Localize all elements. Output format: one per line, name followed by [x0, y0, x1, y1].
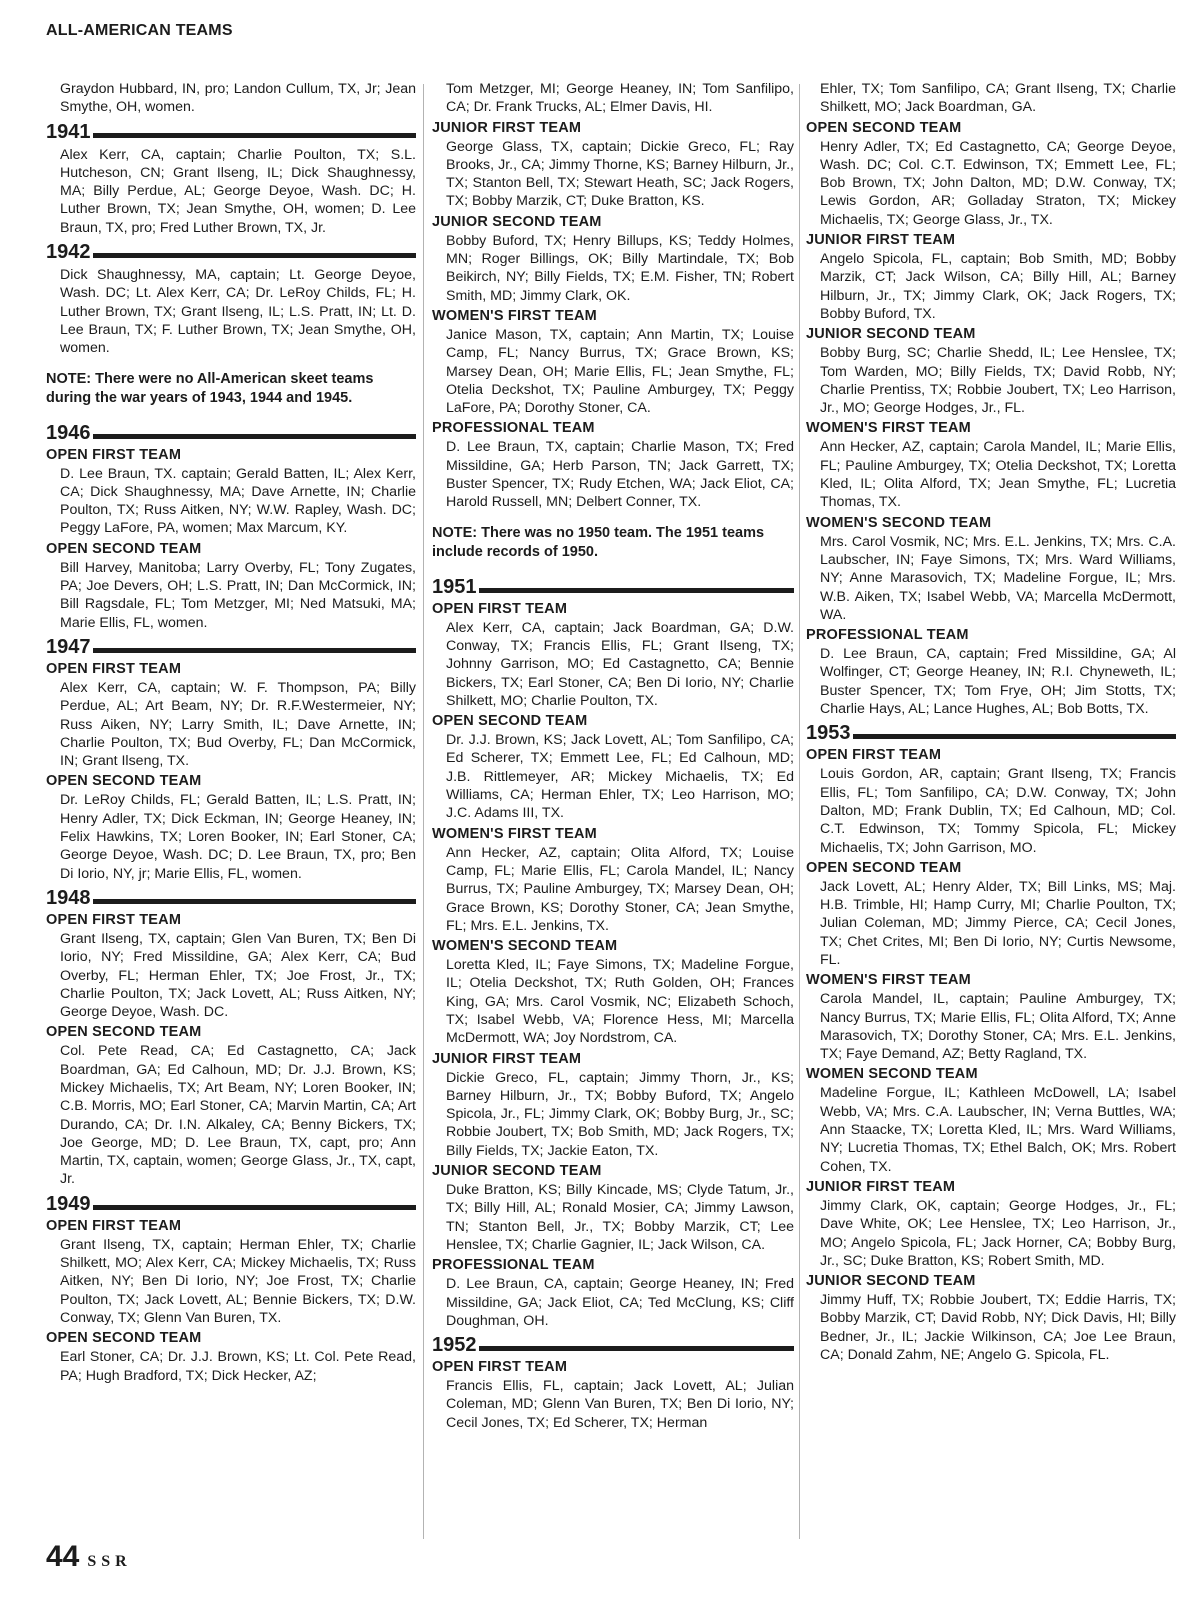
team-heading: OPEN SECOND TEAM	[806, 119, 962, 136]
note-text: NOTE: There was no 1950 team. The 1951 teams include records of 1950.	[432, 524, 765, 560]
year-heading	[46, 422, 416, 444]
team-heading: OPEN SECOND TEAM	[46, 540, 202, 557]
year-heading	[46, 636, 416, 658]
roster-text: Tom Metzger, MI; George Heaney, IN; Tom Sanfilipo, CA; Dr. Frank Trucks, AL; Elmer Davis, HI.	[446, 81, 794, 116]
magazine-name: SSR	[87, 1553, 132, 1570]
roster-text: Ann Hecker, AZ, captain; Olita Alford, TX; Louise Camp, FL; Marie Ellis, FL; Carola Mandel, IL; Nancy Burrus, TX; Pauline Amburgey, TX; Marsey Dean, OH; Grace Brown, KS; Dorothy Stoner, CA; Jean Smythe, FL; Mrs. E.L. Jenkins, TX.	[446, 844, 794, 934]
team-heading: OPEN FIRST TEAM	[46, 660, 182, 677]
roster-text: Mrs. Carol Vosmik, NC; Mrs. E.L. Jenkins, TX; Mrs. C.A. Laubscher, IN; Faye Simons, TX; Mrs. Ward Williams, NY; Anne Marasovich, TX; Madeline Forgue, IL; Mrs. W.B. Aiken, TX; Isabel Webb, VA; Marcella McDermott, WA.	[820, 533, 1176, 623]
column-divider	[423, 84, 424, 1539]
roster-text: Loretta Kled, IL; Faye Simons, TX; Madeline Forgue, IL; Otelia Deckshot, TX; Ruth Golden, OH; Frances King, GA; Mrs. Carol Vosmik, NC; Elizabeth Schoch, TX; Isabel Webb, VA; Florence Hess, MI; Marcella McDermott, WA; Joy Nordstrom, CA.	[446, 957, 794, 1047]
roster-text: Ehler, TX; Tom Sanfilipo, CA; Grant Ilseng, TX; Charlie Shilkett, MO; Jack Boardman, GA.	[820, 81, 1176, 116]
team-heading: OPEN SECOND TEAM	[46, 773, 202, 790]
team-heading: JUNIOR FIRST TEAM	[806, 1178, 956, 1195]
team-heading: WOMEN'S FIRST TEAM	[432, 307, 597, 324]
team-heading: OPEN SECOND TEAM	[432, 713, 588, 730]
roster-text: Duke Bratton, KS; Billy Kincade, MS; Clyde Tatum, Jr., TX; Billy Hill, AL; Ronald Mosier, CA; Jimmy Lawson, TN; Stanton Bell, Jr., TX; Bobby Marzik, CT; Lee Henslee, TX; Charlie Gagnier, IL; Jack Wilson, CA.	[446, 1182, 794, 1253]
heading-rule	[853, 734, 1177, 739]
team-heading: OPEN FIRST TEAM	[46, 1217, 182, 1234]
roster-text: Jack Lovett, AL; Henry Alder, TX; Bill Links, MS; Maj. H.B. Trimble, HI; Hamp Curry, MI; Charlie Poulton, TX; Julian Coleman, MD; Jimmy Pierce, CA; Cecil Jones, TX; Chet Crites, MI; Ben Di Iorio, NY; Curtis Newsome, FL.	[820, 878, 1176, 968]
team-heading: OPEN SECOND TEAM	[46, 1024, 202, 1041]
roster-text: D. Lee Braun, CA, captain; George Heaney, IN; Fred Missildine, GA; Jack Eliot, CA; Ted McClung, KS; Cliff Doughman, OH.	[446, 1276, 794, 1329]
team-heading: WOMEN'S FIRST TEAM	[806, 420, 971, 437]
roster-text: Grant Ilseng, TX, captain; Glen Van Buren, TX; Ben Di Iorio, NY; Fred Missildine, GA; Alex Kerr, CA; Bud Overby, FL; Herman Ehler, TX; Joe Frost, Jr., TX; Charlie Poulton, TX; Jack Lovett, AL; Russ Aitken, NY; George Deyoe, Wash. DC.	[60, 930, 416, 1021]
team-heading: JUNIOR FIRST TEAM	[432, 119, 582, 136]
roster-text: Alex Kerr, CA, captain; Charlie Poulton, TX; S.L. Hutcheson, CN; Grant Ilseng, IL; Dick Shaughnessy, MA; Billy Perdue, AL; George Deyoe, Wash. DC; H. Luther Brown, TX; Jean Smythe, OH, women; D. Lee Braun, TX, pro; Fred Luther Brown, TX, Jr.	[60, 146, 416, 236]
team-heading: OPEN SECOND TEAM	[806, 859, 962, 876]
column-3	[806, 80, 1176, 1366]
year-heading	[46, 241, 416, 263]
page-footer	[46, 1540, 132, 1574]
year-heading	[432, 576, 794, 598]
heading-rule	[93, 648, 417, 653]
heading-rule	[93, 1205, 417, 1210]
heading-rule	[93, 899, 417, 904]
page-number: 44	[46, 1540, 80, 1573]
roster-text: Madeline Forgue, IL; Kathleen McDowell, LA; Isabel Webb, VA; Mrs. C.A. Laubscher, IN; Verna Buttles, WA; Ann Staacke, TX; Loretta Kled, IL; Mrs. Ward Williams, NY; Lucretia Thomas, TX; Ethel Balch, OK; Mrs. Robert Cohen, TX.	[820, 1085, 1176, 1175]
team-heading: JUNIOR SECOND TEAM	[432, 213, 602, 230]
year-label: 1953	[806, 722, 851, 745]
team-heading: WOMEN'S SECOND TEAM	[806, 514, 992, 531]
team-heading: WOMEN SECOND TEAM	[806, 1066, 978, 1083]
team-heading: JUNIOR FIRST TEAM	[432, 1050, 582, 1067]
team-heading: WOMEN'S FIRST TEAM	[432, 825, 597, 842]
roster-text: Col. Pete Read, CA; Ed Castagnetto, CA; Jack Boardman, GA; Ed Calhoun, MD; Dr. J.J. Brown, KS; Mickey Michaelis, TX; Art Beam, NY; Loren Booker, IN; C.B. Morris, MO; Earl Stoner, CA; Marvin Martin, CA; Art Durando, CA; Dr. I.N. Alkaley, CA; Benny Bickers, TX; Joe George, MD; D. Lee Braun, TX, capt, pro; Ann Martin, TX, captain, women; George Glass, Jr., TX, capt, Jr.	[60, 1043, 416, 1188]
year-heading	[806, 722, 1176, 744]
team-heading: OPEN FIRST TEAM	[46, 911, 182, 928]
team-heading: PROFESSIONAL TEAM	[806, 627, 969, 644]
roster-text: Ann Hecker, AZ, captain; Carola Mandel, IL; Marie Ellis, FL; Pauline Amburgey, TX; Otelia Deckshot, TX; Loretta Kled, IL; Olita Alford, TX; Jean Smythe, FL; Lucretia Thomas, TX.	[820, 439, 1176, 511]
roster-text: Alex Kerr, CA, captain; W. F. Thompson, PA; Billy Perdue, AL; Art Beam, NY; Dr. R.F.Westermeier, NY; Russ Aiken, NY; Larry Smith, IL; Dave Arnette, IN; Charlie Poulton, TX; Bud Overby, FL; Dan McCormick, IN; Grant Ilseng, TX.	[60, 679, 416, 770]
year-label: 1949	[46, 1192, 91, 1215]
team-heading: OPEN FIRST TEAM	[432, 1359, 568, 1376]
year-label: 1947	[46, 635, 91, 658]
team-heading: OPEN FIRST TEAM	[46, 446, 182, 463]
roster-text: George Glass, TX, captain; Dickie Greco, FL; Ray Brooks, Jr., CA; Jimmy Thorne, KS; Barney Hilburn, Jr., TX; Stanton Bell, TX; Stewart Heath, SC; Jack Rogers, TX; Bobby Marzik, CT; Duke Bratton, KS.	[446, 138, 794, 210]
note-text: NOTE: There were no All-American skeet teams during the war years of 1943, 1944 and 1945.	[46, 370, 374, 406]
roster-text: Bobby Burg, SC; Charlie Shedd, IL; Lee Henslee, TX; Tom Warden, MO; Billy Fields, TX; David Robb, NY; Charlie Prentiss, TX; Robbie Joubert, TX; Leo Harrison, Jr., MO; George Hodges, Jr., FL.	[820, 345, 1176, 417]
roster-text: Dickie Greco, FL, captain; Jimmy Thorn, Jr., KS; Barney Hilburn, Jr., TX; Bobby Buford, TX; Angelo Spicola, Jr., FL; Jimmy Clark, OK; Bobby Burg, Jr., SC; Robbie Joubert, TX; Bob Smith, MD; Jack Rogers, TX; Billy Fields, TX; Jackie Eaton, TX.	[446, 1069, 794, 1159]
roster-text: Angelo Spicola, FL, captain; Bob Smith, MD; Bobby Marzik, CT; Jack Wilson, CA; Billy Hill, AL; Barney Hilburn, Jr., TX; Jimmy Clark, OK; Jack Rogers, TX; Bobby Buford, TX.	[820, 251, 1176, 322]
heading-rule	[93, 434, 417, 439]
roster-text: Bill Harvey, Manitoba; Larry Overby, FL; Tony Zugates, PA; Joe Devers, OH; L.S. Pratt, IN; Dan McCormick, IN; Bill Ragsdale, FL; Tom Metzger, MI; Ned Matsuki, MA; Marie Ellis, FL, women.	[60, 559, 416, 631]
heading-rule	[479, 1346, 795, 1351]
heading-rule	[93, 253, 417, 258]
column-divider	[799, 84, 800, 1539]
team-heading: OPEN FIRST TEAM	[806, 747, 942, 764]
year-heading	[46, 887, 416, 909]
roster-text: D. Lee Braun, CA, captain; Fred Missildine, GA; Al Wolfinger, CT; George Heaney, IN; R.I. Chyneweth, IL; Buster Spencer, TX; Tom Frye, OH; Jim Stotts, TX; Charlie Hays, AL; Lance Hughes, AL; Bob Botts, TX.	[820, 646, 1176, 718]
team-heading: JUNIOR SECOND TEAM	[806, 1273, 976, 1290]
year-label: 1952	[432, 1334, 477, 1357]
roster-text: Henry Adler, TX; Ed Castagnetto, CA; George Deyoe, Wash. DC; Col. C.T. Edwinson, TX; Emmett Lee, FL; Bob Brown, TX; John Dalton, MD; D.W. Conway, TX; Lewis Gordon, AR; Golladay Straton, TX; Mickey Michaelis, TX; George Glass, Jr., TX.	[820, 138, 1176, 228]
team-heading: WOMEN'S FIRST TEAM	[806, 972, 971, 989]
roster-text: Carola Mandel, IL, captain; Pauline Amburgey, TX; Nancy Burrus, TX; Marie Ellis, FL; Olita Alford, TX; Anne Marasovich, TX; Dorothy Stoner, CA; Mrs. E.L. Jenkins, TX; Faye Demand, AZ; Betty Ragland, TX.	[820, 991, 1176, 1063]
team-heading: PROFESSIONAL TEAM	[432, 420, 595, 437]
roster-text: Louis Gordon, AR, captain; Grant Ilseng, TX; Francis Ellis, FL; Tom Sanfilipo, CA; D.W. Conway, TX; John Dalton, MD; Frank Dublin, TX; Ed Calhoun, MD; Col. C.T. Edwinson, TX; Tommy Spicola, FL; Mickey Michaelis, TX; John Garrison, MO.	[820, 766, 1176, 856]
heading-rule	[479, 588, 795, 593]
team-heading: OPEN FIRST TEAM	[432, 600, 568, 617]
roster-text: Bobby Buford, TX; Henry Billups, KS; Teddy Holmes, MN; Roger Billings, OK; Billy Martindale, TX; Bob Beikirch, NY; Billy Fields, TX; E.M. Fisher, TN; Robert Smith, MD; Jimmy Clark, OK.	[446, 232, 794, 304]
roster-text: Dick Shaughnessy, MA, captain; Lt. George Deyoe, Wash. DC; Lt. Alex Kerr, CA; Dr. LeRoy Childs, FL; H. Luther Brown, TX; Grant Ilseng, IL; L.S. Pratt, IN; Lt. D. Lee Braun, TX; F. Luther Brown, TX; Jean Smythe, OH, women.	[60, 267, 416, 357]
running-header: ALL-AMERICAN TEAMS	[46, 22, 233, 39]
team-heading: JUNIOR FIRST TEAM	[806, 232, 956, 249]
year-heading	[432, 1334, 794, 1356]
year-label: 1941	[46, 120, 91, 143]
roster-text: Grant Ilseng, TX, captain; Herman Ehler, TX; Charlie Shilkett, MO; Alex Kerr, CA; Mickey Michaelis, TX; Russ Aitken, NY; Ben Di Iorio, NY; Joe Frost, TX; Charlie Poulton, TX; Jack Lovett, AL; Bennie Bickers, TX; D.W. Conway, TX; Glenn Van Buren, TX.	[60, 1236, 416, 1326]
heading-rule	[93, 133, 417, 138]
year-label: 1946	[46, 421, 91, 444]
roster-text: Dr. LeRoy Childs, FL; Gerald Batten, IL; L.S. Pratt, IN; Henry Adler, TX; Dick Eckman, IN; George Heaney, IN; Felix Hawkins, TX; Loren Booker, IN; Earl Stoner, CA; George Deyoe, Wash. DC; D. Lee Braun, TX, pro; Ben Di Iorio, NY, jr; Marie Ellis, FL, women.	[60, 792, 416, 882]
roster-text: D. Lee Braun, TX. captain; Gerald Batten, IL; Alex Kerr, CA; Dick Shaughnessy, MA; Dave Arnette, IN; Charlie Poulton, TX; Russ Aitken, NY; W.W. Rapley, Wash. DC; Peggy LaFore, PA, women; Max Marcum, KY.	[60, 465, 416, 537]
year-heading	[46, 121, 416, 143]
column-1	[46, 80, 416, 1387]
roster-text: Graydon Hubbard, IN, pro; Landon Cullum, TX, Jr; Jean Smythe, OH, women.	[60, 81, 416, 116]
roster-text: D. Lee Braun, TX, captain; Charlie Mason, TX; Fred Missildine, GA; Herb Parson, TN; Jack Garrett, TX; Buster Spencer, TX; Rudy Etchen, WA; Jack Eliot, CA; Harold Russell, MN; Delbert Conner, TX.	[446, 439, 794, 511]
team-heading: JUNIOR SECOND TEAM	[806, 326, 976, 343]
team-heading: JUNIOR SECOND TEAM	[432, 1163, 602, 1180]
year-heading	[46, 1193, 416, 1215]
roster-text: Francis Ellis, FL, captain; Jack Lovett, AL; Julian Coleman, MD; Glenn Van Buren, TX; Ben Di Iorio, NY; Cecil Jones, TX; Ed Scherer, TX; Herman	[446, 1378, 794, 1431]
roster-text: Jimmy Clark, OK, captain; George Hodges, Jr., FL; Dave White, OK; Lee Henslee, TX; Leo Harrison, Jr., MO; Angelo Spicola, FL; Jack Horner, CA; Bobby Burg, Jr., SC; Duke Bratton, KS; Robert Smith, MD.	[820, 1197, 1176, 1269]
roster-text: Alex Kerr, CA, captain; Jack Boardman, GA; D.W. Conway, TX; Francis Ellis, FL; Grant Ilseng, TX; Johnny Garrison, MO; Ed Castagnetto, CA; Bennie Bickers, TX; Earl Stoner, CA; Ben Di Iorio, NY; Charlie Shilkett, MO; Charlie Poulton, TX.	[446, 619, 794, 709]
roster-text: Earl Stoner, CA; Dr. J.J. Brown, KS; Lt. Col. Pete Read, PA; Hugh Bradford, TX; Dick Hecker, AZ;	[60, 1349, 416, 1384]
year-label: 1942	[46, 241, 91, 264]
team-heading: WOMEN'S SECOND TEAM	[432, 938, 618, 955]
column-2	[432, 80, 794, 1434]
year-label: 1948	[46, 886, 91, 909]
roster-text: Janice Mason, TX, captain; Ann Martin, TX; Louise Camp, FL; Nancy Burrus, TX; Grace Brown, KS; Marsey Dean, OH; Marie Ellis, FL; Jean Smythe, FL; Otelia Deckshot, TX; Pauline Amburgey, TX; Peggy LaFore, PA; Dorothy Stoner, CA.	[446, 326, 794, 417]
roster-text: Jimmy Huff, TX; Robbie Joubert, TX; Eddie Harris, TX; Bobby Marzik, CT; David Robb, NY; Dick Davis, HI; Billy Bedner, Jr., IL; Jackie Wilkinson, CA; Joe Lee Braun, CA; Donald Zahm, NE; Angelo G. Spicola, FL.	[820, 1292, 1176, 1364]
roster-text: Dr. J.J. Brown, KS; Jack Lovett, AL; Tom Sanfilipo, CA; Ed Scherer, TX; Emmett Lee, FL; Ed Calhoun, MD; J.B. Rittlemeyer, AR; Mickey Michaelis, TX; Ed Williams, CA; Herman Ehler, TX; Leo Harrison, MO; J.C. Adams III, TX.	[446, 732, 794, 822]
year-label: 1951	[432, 575, 477, 598]
team-heading: OPEN SECOND TEAM	[46, 1330, 202, 1347]
team-heading: PROFESSIONAL TEAM	[432, 1257, 595, 1274]
